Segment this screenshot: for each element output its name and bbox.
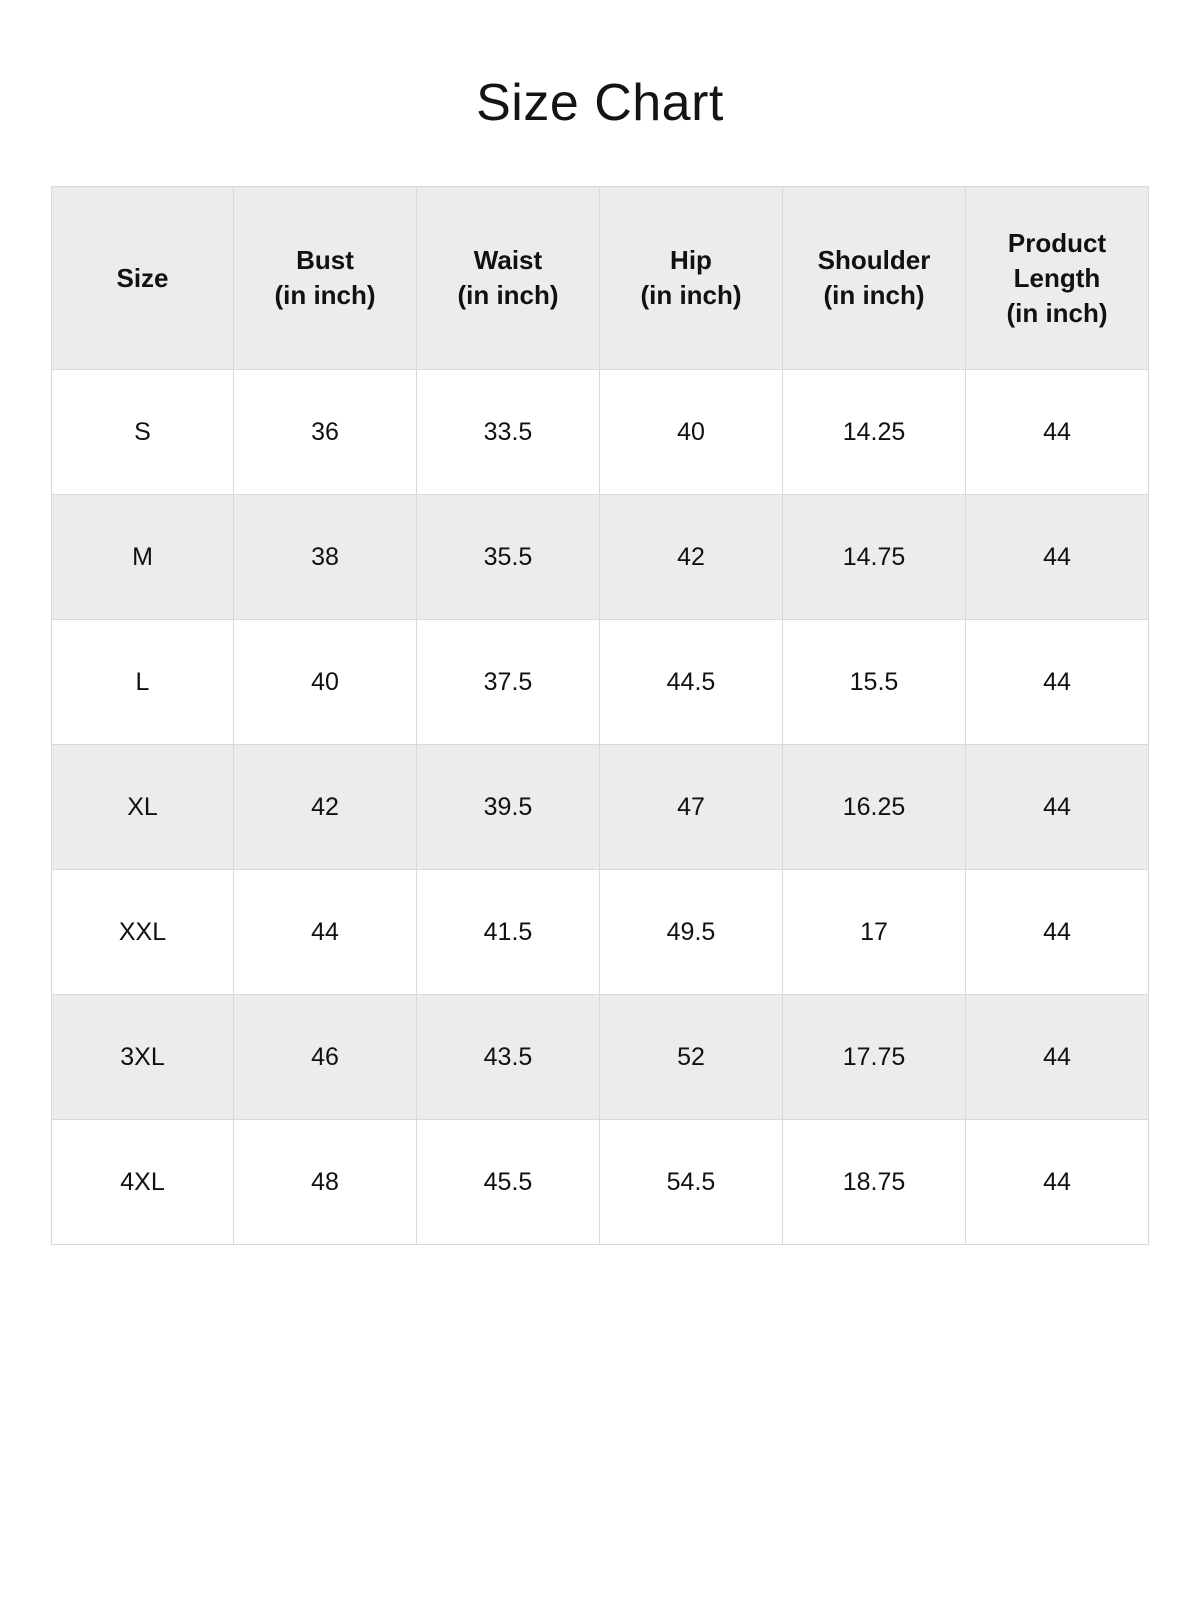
cell-waist: 45.5	[417, 1120, 600, 1245]
cell-waist: 37.5	[417, 620, 600, 745]
table-row	[52, 1120, 1149, 1245]
cell-size: M	[52, 495, 234, 620]
column-header-product-length-label: Product Length	[1007, 227, 1107, 293]
cell-shoulder: 16.25	[783, 745, 966, 870]
cell-bust: 40	[234, 620, 417, 745]
cell-waist: 39.5	[417, 745, 600, 870]
cell-size: 4XL	[52, 1120, 234, 1245]
cell-size: 3XL	[52, 995, 234, 1120]
table-header-row	[52, 187, 1149, 370]
cell-shoulder: 15.5	[783, 620, 966, 745]
cell-shoulder: 14.25	[783, 370, 966, 495]
cell-hip: 42	[600, 495, 783, 620]
cell-waist: 41.5	[417, 870, 600, 995]
column-header-hip-label: Hip	[670, 245, 712, 276]
cell-product-length: 44	[966, 870, 1149, 995]
cell-shoulder: 17.75	[783, 995, 966, 1120]
table-header	[52, 187, 1149, 370]
cell-product-length: 44	[966, 745, 1149, 870]
cell-shoulder: 18.75	[783, 1120, 966, 1245]
cell-size: XL	[52, 745, 234, 870]
cell-hip: 49.5	[600, 870, 783, 995]
page-title: Size Chart	[476, 74, 724, 132]
cell-product-length: 44	[966, 620, 1149, 745]
column-header-waist-unit: (in inch)	[457, 280, 559, 311]
table-row	[52, 995, 1149, 1120]
cell-waist: 43.5	[417, 995, 600, 1120]
column-header-shoulder-unit: (in inch)	[823, 280, 925, 311]
cell-product-length: 44	[966, 370, 1149, 495]
cell-bust: 42	[234, 745, 417, 870]
cell-bust: 38	[234, 495, 417, 620]
cell-product-length: 44	[966, 1120, 1149, 1245]
column-header-shoulder-label: Shoulder	[817, 245, 931, 276]
column-header-bust-label: Bust	[296, 245, 354, 276]
column-header-bust-unit: (in inch)	[274, 280, 376, 311]
column-header-waist	[417, 187, 600, 370]
cell-waist: 33.5	[417, 370, 600, 495]
column-header-hip-unit: (in inch)	[640, 280, 742, 311]
cell-hip: 40	[600, 370, 783, 495]
cell-bust: 46	[234, 995, 417, 1120]
size-chart-table	[51, 186, 1149, 1245]
column-header-shoulder	[783, 187, 966, 370]
column-header-product-length	[966, 187, 1149, 370]
cell-bust: 36	[234, 370, 417, 495]
cell-hip: 44.5	[600, 620, 783, 745]
table-body	[52, 370, 1149, 1245]
column-header-hip	[600, 187, 783, 370]
cell-hip: 54.5	[600, 1120, 783, 1245]
cell-hip: 47	[600, 745, 783, 870]
column-header-size-label: Size	[116, 262, 169, 293]
table-row	[52, 870, 1149, 995]
table-row	[52, 620, 1149, 745]
column-header-product-length-unit: (in inch)	[1006, 297, 1108, 328]
cell-shoulder: 17	[783, 870, 966, 995]
cell-size: L	[52, 620, 234, 745]
cell-hip: 52	[600, 995, 783, 1120]
cell-bust: 48	[234, 1120, 417, 1245]
cell-size: XXL	[52, 870, 234, 995]
column-header-waist-label: Waist	[473, 245, 543, 276]
cell-product-length: 44	[966, 495, 1149, 620]
cell-waist: 35.5	[417, 495, 600, 620]
cell-size: S	[52, 370, 234, 495]
column-header-size	[52, 187, 234, 370]
column-header-bust	[234, 187, 417, 370]
cell-bust: 44	[234, 870, 417, 995]
cell-shoulder: 14.75	[783, 495, 966, 620]
table-row	[52, 495, 1149, 620]
table-row	[52, 370, 1149, 495]
size-chart-table-wrapper	[51, 134, 1149, 1245]
table-row	[52, 745, 1149, 870]
cell-product-length: 44	[966, 995, 1149, 1120]
